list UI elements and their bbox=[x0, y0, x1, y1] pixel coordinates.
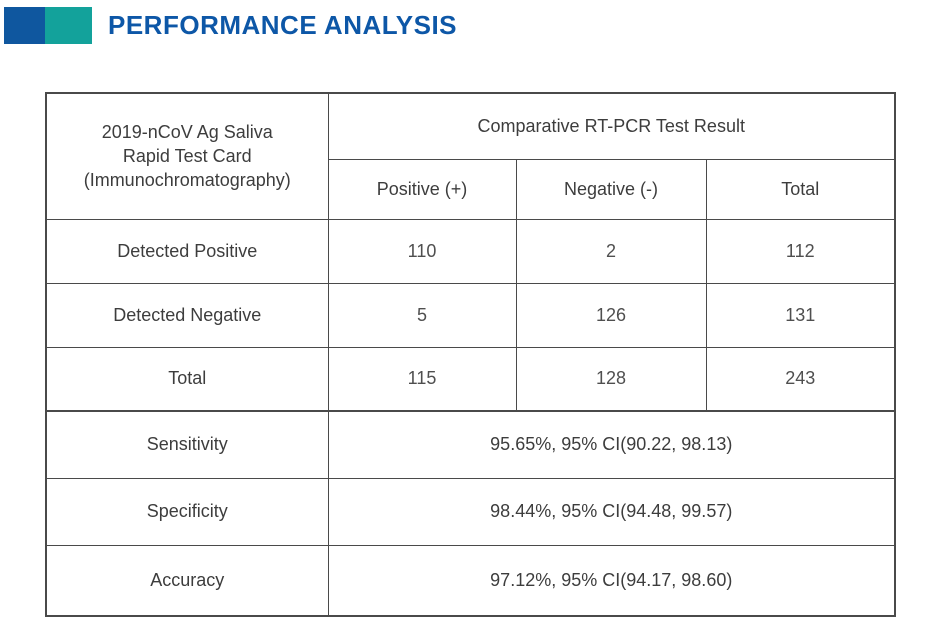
summary-value: 98.44%, 95% CI(94.48, 99.57) bbox=[328, 478, 895, 545]
col-header-total: Total bbox=[706, 159, 895, 219]
col-header-positive: Positive (+) bbox=[328, 159, 516, 219]
row-label: Detected Negative bbox=[46, 283, 328, 347]
table-header-row-group bbox=[46, 93, 895, 159]
row-label: Detected Positive bbox=[46, 219, 328, 283]
cell-value: 243 bbox=[706, 347, 895, 411]
brand-teal-square bbox=[45, 7, 92, 44]
table-row bbox=[46, 347, 895, 411]
cell-value: 131 bbox=[706, 283, 895, 347]
summary-label: Accuracy bbox=[46, 545, 328, 616]
corner-label-line-3: (Immunochromatography) bbox=[83, 170, 291, 191]
summary-row-specificity bbox=[46, 478, 895, 545]
cell-value: 115 bbox=[328, 347, 516, 411]
page-title: PERFORMANCE ANALYSIS bbox=[108, 10, 458, 40]
cell-value: 110 bbox=[328, 219, 516, 283]
cell-value: 5 bbox=[328, 283, 516, 347]
row-label: Total bbox=[46, 347, 328, 411]
table-row bbox=[46, 283, 895, 347]
corner-header-cell bbox=[46, 93, 328, 219]
summary-label: Specificity bbox=[46, 478, 328, 545]
cell-value: 126 bbox=[516, 283, 706, 347]
performance-table bbox=[45, 92, 896, 617]
summary-label: Sensitivity bbox=[46, 411, 328, 478]
col-header-negative: Negative (-) bbox=[516, 159, 706, 219]
brand-header bbox=[4, 7, 457, 44]
summary-value: 95.65%, 95% CI(90.22, 98.13) bbox=[328, 411, 895, 478]
corner-label-line-2: Rapid Test Card bbox=[122, 146, 252, 167]
table-row bbox=[46, 219, 895, 283]
corner-label-line-1: 2019-nCoV Ag Saliva bbox=[101, 121, 273, 142]
summary-row-accuracy bbox=[46, 545, 895, 616]
summary-value: 97.12%, 95% CI(94.17, 98.60) bbox=[328, 545, 895, 616]
group-header-cell: Comparative RT-PCR Test Result bbox=[328, 93, 895, 159]
cell-value: 128 bbox=[516, 347, 706, 411]
cell-value: 2 bbox=[516, 219, 706, 283]
brand-blue-square bbox=[4, 7, 45, 44]
summary-row-sensitivity bbox=[46, 411, 895, 478]
cell-value: 112 bbox=[706, 219, 895, 283]
